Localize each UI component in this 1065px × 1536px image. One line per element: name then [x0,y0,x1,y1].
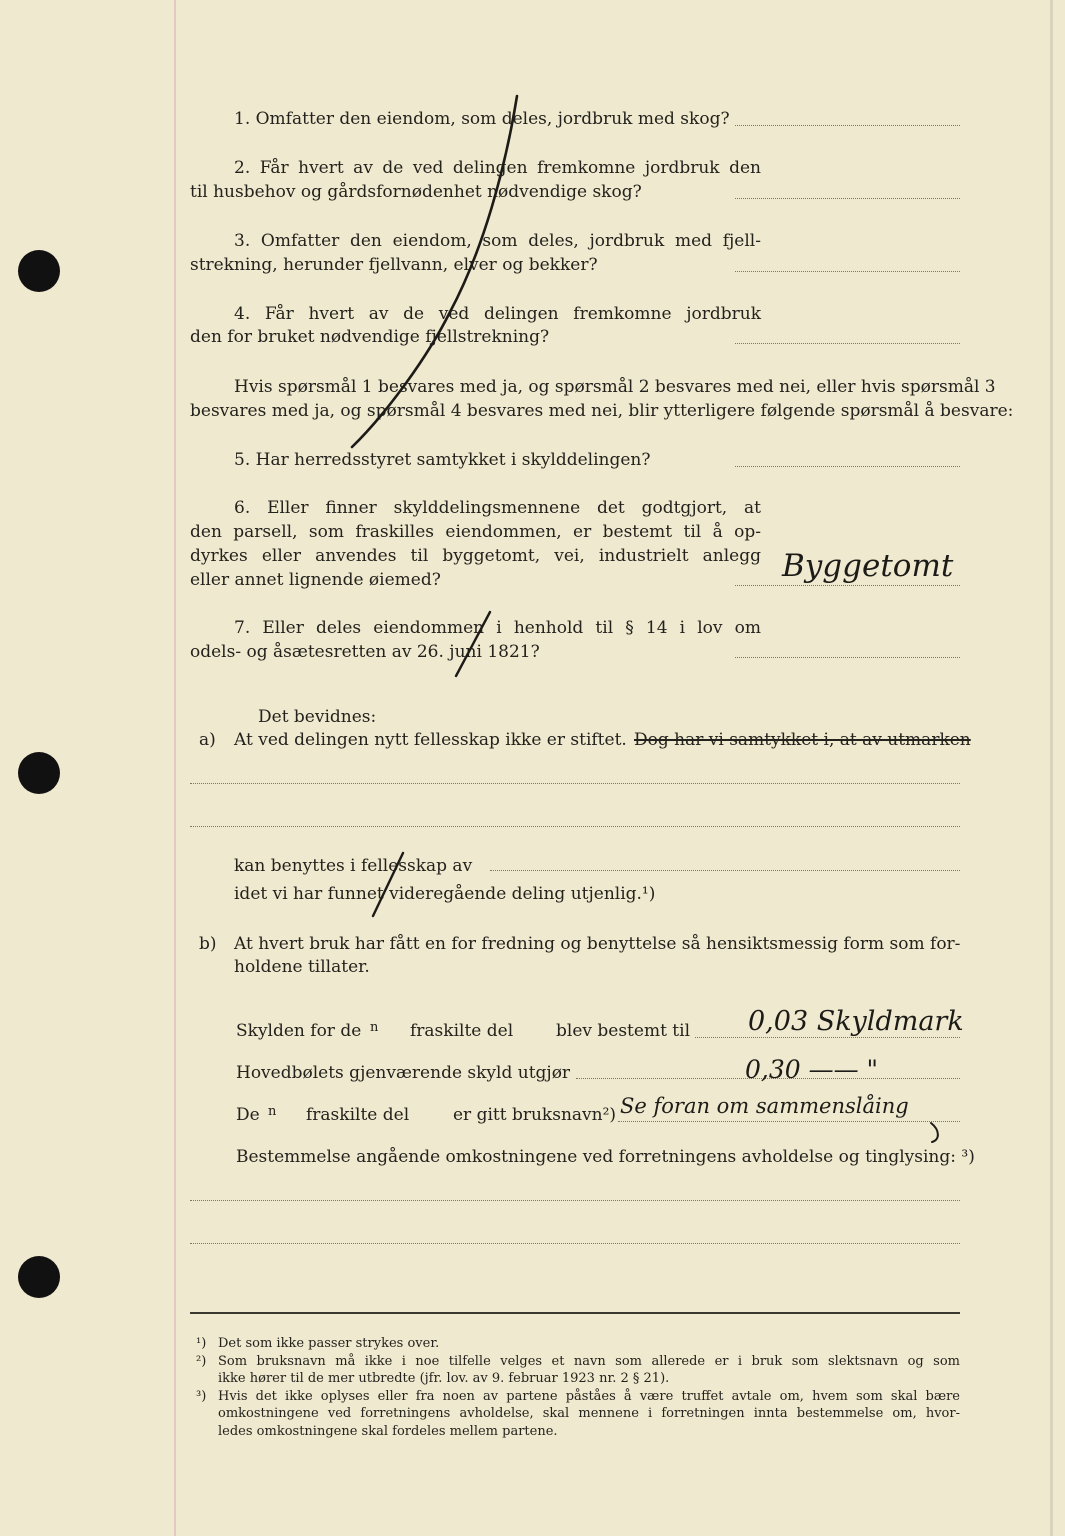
footnote-2-number: ²) [196,1354,207,1369]
question-6-line-2: den parsell, som fraskilles eiendommen, er bestemt til å op- [190,522,761,542]
condition-line-1: Hvis spørsmål 1 besvares med ja, og spørsmål 2 besvares med nei, eller hvis spørsmål 3 [234,377,996,397]
footnote-3-number: ³) [196,1389,207,1404]
question-5: 5. Har herredsstyret samtykket i skylddelingen? [234,450,651,470]
attest-a-struck-text: Dog har vi samtykket i, at av utmarken [634,730,971,750]
skyld-line-3-b: fraskilte del [306,1105,410,1125]
skyld-line-2: Hovedbølets gjenværende skyld utgjør [236,1063,571,1083]
question-2-line-1: 2. Får hvert av de ved delingen fremkomne jordbruk den [234,158,761,178]
question-6-line-4: eller annet lignende øiemed? [190,570,441,590]
footnote-3-line-1: Hvis det ikke oplyses eller fra noen av partene påståes å være truffet avtale om, hvem som skal bære [218,1389,960,1404]
skyld-line-3-c: er gitt bruksnavn²) [453,1105,617,1125]
handwritten-bruksnavn-value: Se foran om sammenslåing [620,1094,909,1118]
footnote-2-line-2: ikke hører til de mer utbredte (jfr. lov. av 9. februar 1923 nr. 2 § 21). [218,1371,670,1386]
attest-b-line-2: holdene tillater. [234,957,370,977]
footnote-1: Det som ikke passer strykes over. [218,1336,440,1351]
skyld-line-1-a: Skylden for de [236,1021,362,1041]
attest-a-continuation-1: kan benyttes i fellesskap av [234,856,473,876]
footnote-3-line-2: omkostningene ved forretningens avholdelse, skal mennene i forretningen innta bestemmelse om, hvor- [218,1406,960,1421]
handwritten-skyld-value: 0,03 Skyldmark [748,1006,964,1037]
question-2-line-2: til husbehov og gårdsfornødenhet nødvendige skog? [190,182,642,202]
skyld-line-3-a: De [236,1105,260,1125]
skyld-line-1-b: fraskilte del [410,1021,514,1041]
attest-a-continuation-2: idet vi har funnet videregående deling utjenlig.¹) [234,884,656,904]
attest-b-line-1: At hvert bruk har fått en for fredning og benyttelse så hensiktsmessig form som for- [234,934,961,954]
footnote-1-number: ¹) [196,1336,207,1351]
diagonal-cancel-stroke [456,612,490,676]
question-6-line-3: dyrkes eller anvendes til byggetomt, vei, industrielt anlegg [190,546,761,566]
question-1: 1. Omfatter den eiendom, som deles, jordbruk med skog? [234,109,730,129]
handwriting-descender [931,1123,938,1142]
question-4-line-2: den for bruket nødvendige fjellstrekning? [190,327,550,347]
skyld-line-1-c: blev bestemt til [556,1021,691,1041]
skyld-line-3-mark: n [268,1104,277,1119]
diagonal-cancel-stroke [352,96,517,447]
attest-a-label: a) [199,730,216,750]
skyld-line-4: Bestemmelse angående omkostningene ved forretningens avholdelse og tinglysing: ³) [236,1147,975,1167]
footnote-3-line-3: ledes omkostningene skal fordeles mellem partene. [218,1424,558,1439]
question-7-line-1: 7. Eller deles eiendommen i henhold til § 14 i lov om [234,618,761,638]
question-3-line-1: 3. Omfatter den eiendom, som deles, jordbruk med fjell- [234,231,761,251]
condition-line-2: besvares med ja, og spørsmål 4 besvares med nei, blir ytterligere følgende spørsmål å besvare: [190,401,1014,421]
attest-a-text: At ved delingen nytt fellesskap ikke er stiftet. [234,730,627,750]
question-3-line-2: strekning, herunder fjellvann, elver og bekker? [190,255,598,275]
handwritten-answer-6: Byggetomt [782,548,954,584]
question-6-line-1: 6. Eller finner skylddelingsmennene det godtgjort, at [234,498,761,518]
handwritten-hovedbol-value: 0,30 —— " [745,1055,879,1084]
diagonal-cancel-stroke [373,853,403,916]
question-7-line-2: odels- og åsætesretten av 26. juni 1821? [190,642,540,662]
footnote-2-line-1: Som bruksnavn må ikke i noe tilfelle velges et navn som allerede er i bruk som slektsnavn og som [218,1354,960,1369]
attest-heading: Det bevidnes: [258,707,377,727]
question-4-line-1: 4. Får hvert av de ved delingen fremkomne jordbruk [234,304,761,324]
skyld-line-1-mark: n [370,1020,379,1035]
attest-b-label: b) [199,934,217,954]
